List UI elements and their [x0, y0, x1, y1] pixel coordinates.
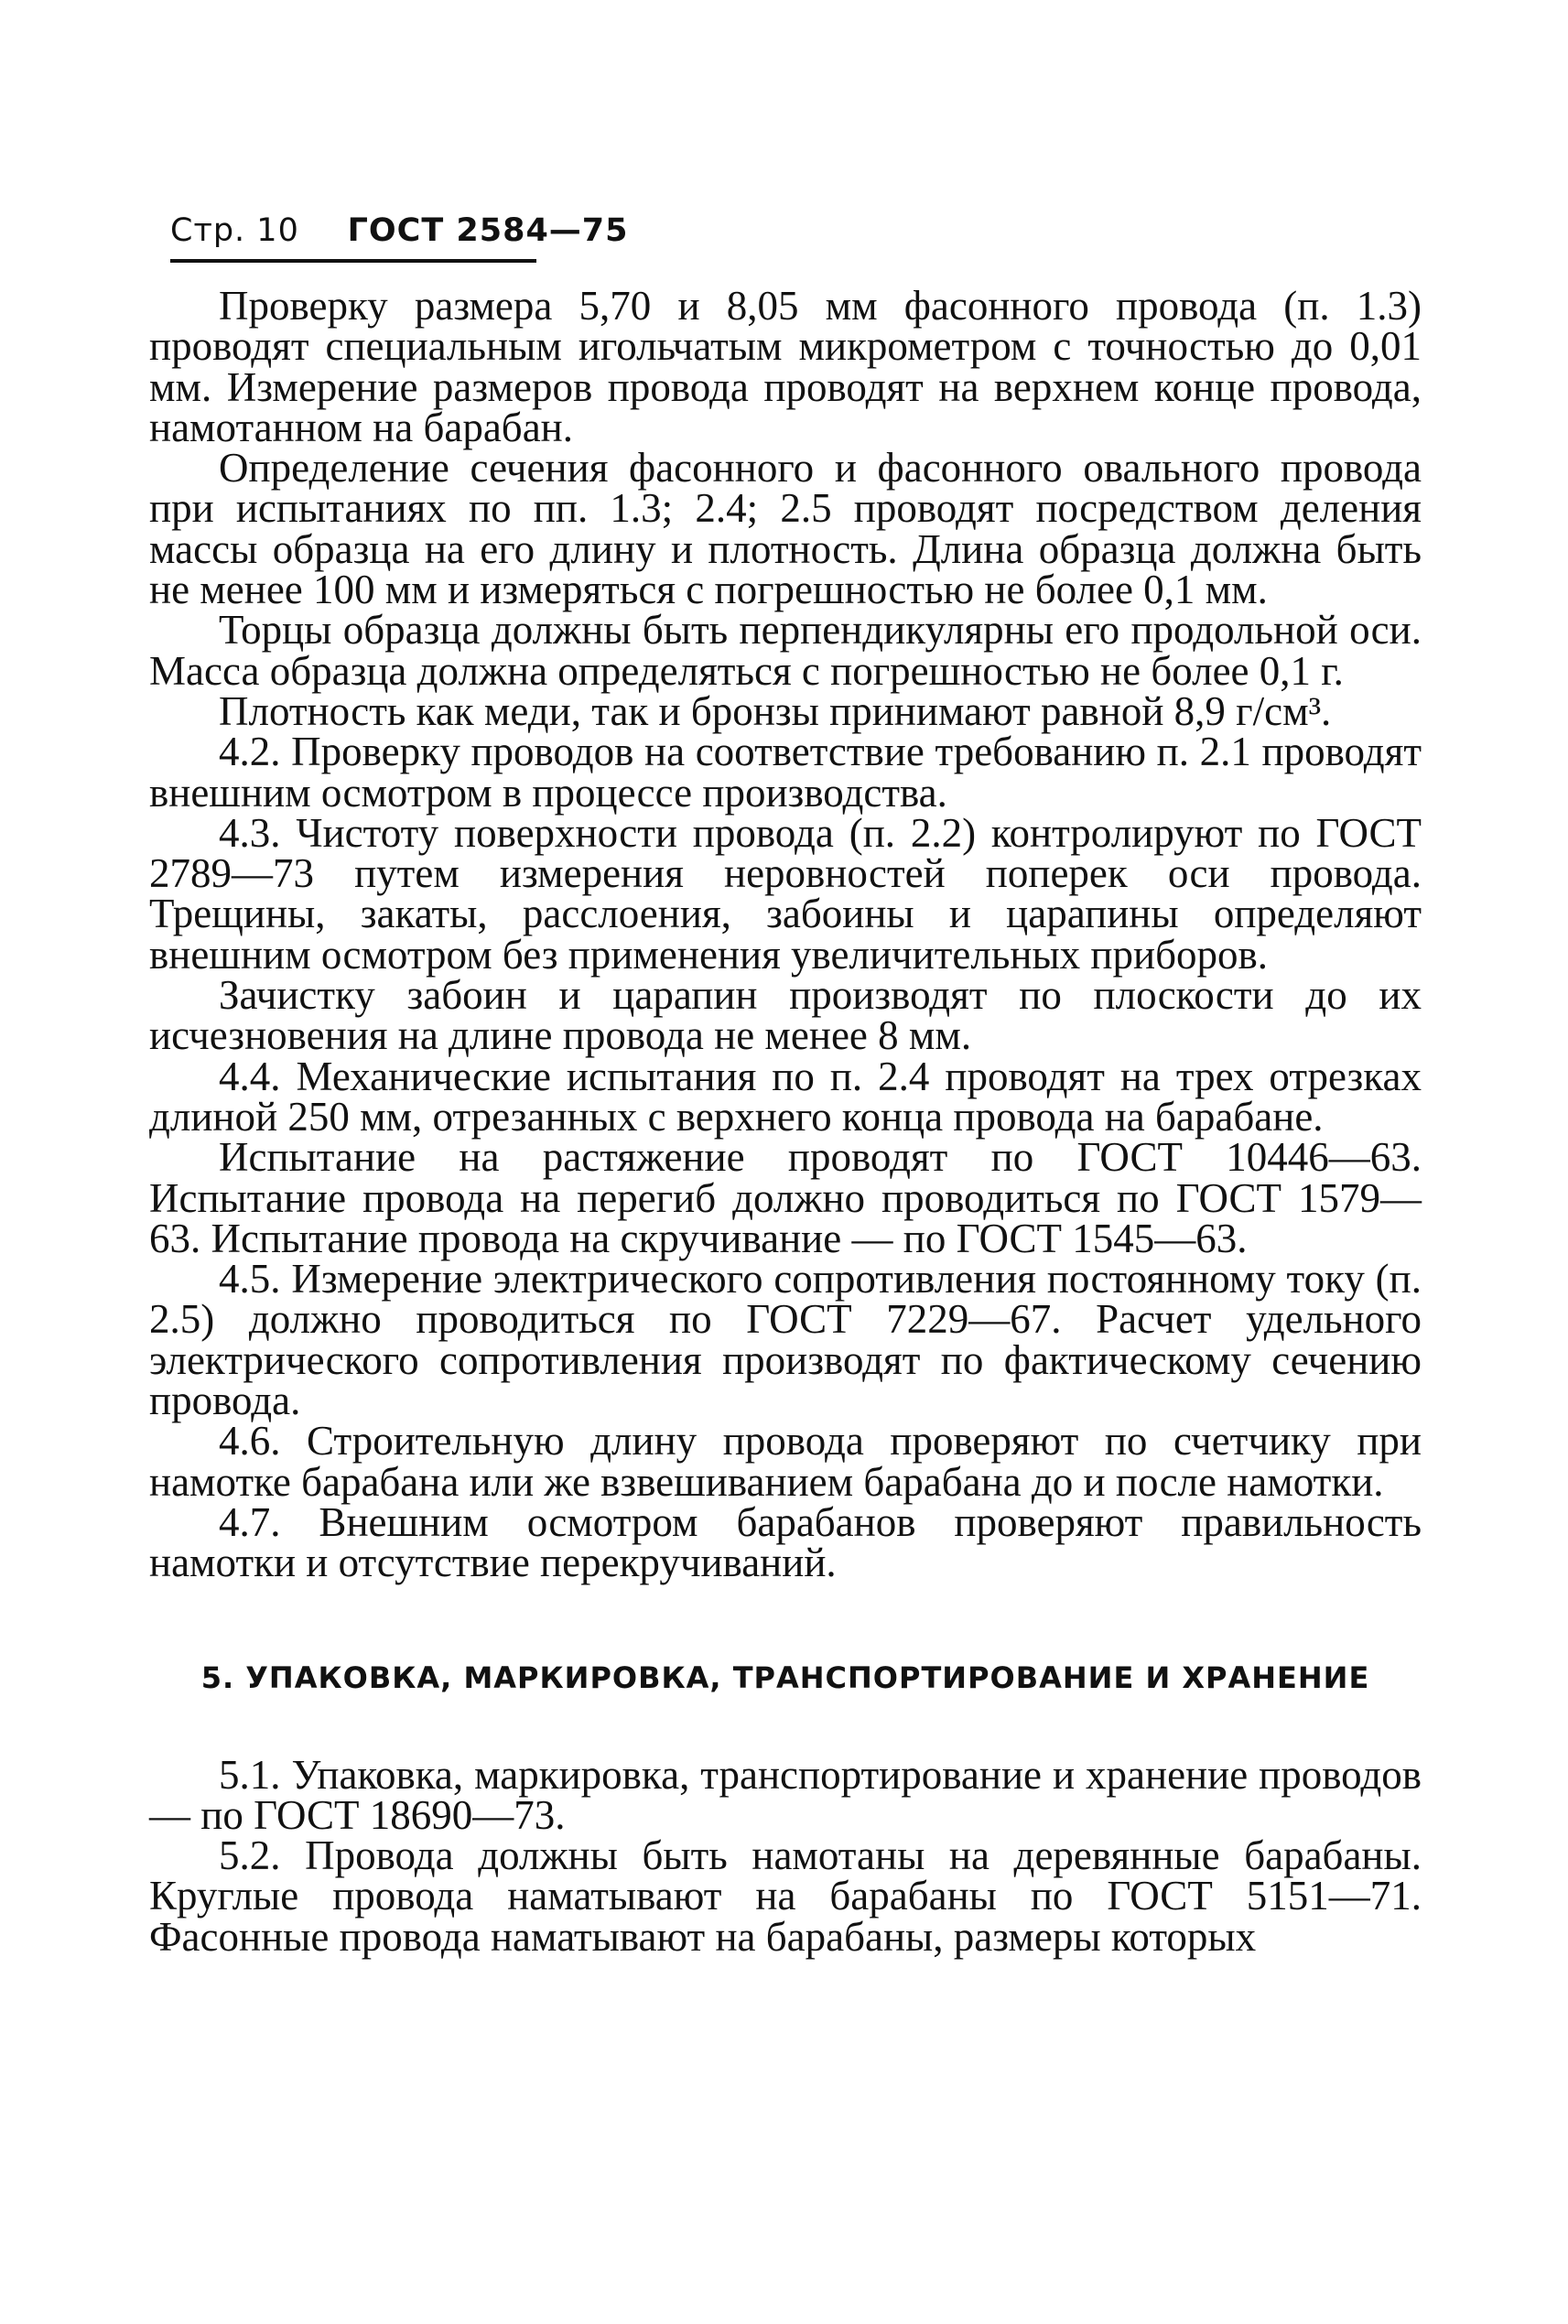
paragraph: Торцы образца должны быть перпендикулярны его продольной оси. Масса образца должна определяться с погрешностью не более 0,1 г.	[149, 607, 1422, 694]
paragraph-5-1: 5.1. Упаковка, маркировка, транспортирование и хранение проводов — по ГОСТ 18690—73.	[149, 1751, 1422, 1838]
header-rule	[170, 259, 536, 263]
page-header	[170, 212, 629, 249]
paragraph: Плотность как меди, так и бронзы принимают равной 8,9 г/см³.	[219, 687, 1332, 734]
paragraph: Зачистку забоин и царапин производят по плоскости до их исчезновения на длине провода не менее 8 мм.	[149, 972, 1422, 1059]
section-heading: 5. УПАКОВКА, МАРКИРОВКА, ТРАНСПОРТИРОВАНИЕ И ХРАНЕНИЕ	[200, 1659, 1370, 1695]
body-text	[149, 283, 1422, 1960]
paragraph-5-2: 5.2. Провода должны быть намотаны на деревянные барабаны. Круглые провода наматывают на барабаны по ГОСТ 5151—71. Фасонные провода наматывают на барабаны, размеры которых	[149, 1832, 1422, 1960]
paragraph-4-2: 4.2. Проверку проводов на соответствие требованию п. 2.1 проводят внешним осмотром в процессе производства.	[149, 729, 1422, 816]
paragraph-4-7: 4.7. Внешним осмотром барабанов проверяют правильность намотки и отсутствие перекручиваний.	[149, 1498, 1422, 1586]
paragraph-4-4: 4.4. Механические испытания по п. 2.4 проводят на трех отрезках длиной 250 мм, отрезанных с верхнего конца провода на барабане.	[149, 1053, 1422, 1140]
paragraph: Испытание на растяжение проводят по ГОСТ 10446—63. Испытание провода на перегиб должно проводиться по ГОСТ 1579—63. Испытание провода на скручивание — по ГОСТ 1545—63.	[149, 1134, 1422, 1261]
standard-number: ГОСТ 2584—75	[347, 212, 629, 249]
paragraph: Проверку размера 5,70 и 8,05 мм фасонного провода (п. 1.3) проводят специальным игольчатым микрометром с точностью до 0,01 мм. Измерение размеров провода проводят на верхнем конце провода, намотанном на барабан.	[149, 283, 1422, 450]
page-number: Стр. 10	[170, 212, 299, 249]
paragraph: Определение сечения фасонного и фасонного овального провода при испытаниях по пп. 1.3; 2.4; 2.5 проводят посредством деления массы образца на его длину и плотность. Длина образца должна быть не менее 100 мм и измеряться с погрешностью не более 0,1 мм.	[149, 445, 1422, 613]
paragraph-4-5: 4.5. Измерение электрического сопротивления постоянному току (п. 2.5) должно проводиться по ГОСТ 7229—67. Расчет удельного электрического сопротивления производят по фактическому сечению провода.	[149, 1256, 1422, 1424]
paragraph-4-6: 4.6. Строительную длину провода проверяют по счетчику при намотке барабана или же взвешиванием барабана до и после намотки.	[149, 1418, 1422, 1505]
paragraph-4-3: 4.3. Чистоту поверхности провода (п. 2.2) контролируют по ГОСТ 2789—73 путем измерения неровностей поперек оси провода. Трещины, закаты, расслоения, забоины и царапины определяют внешним осмотром без применения увеличительных приборов.	[149, 809, 1422, 978]
